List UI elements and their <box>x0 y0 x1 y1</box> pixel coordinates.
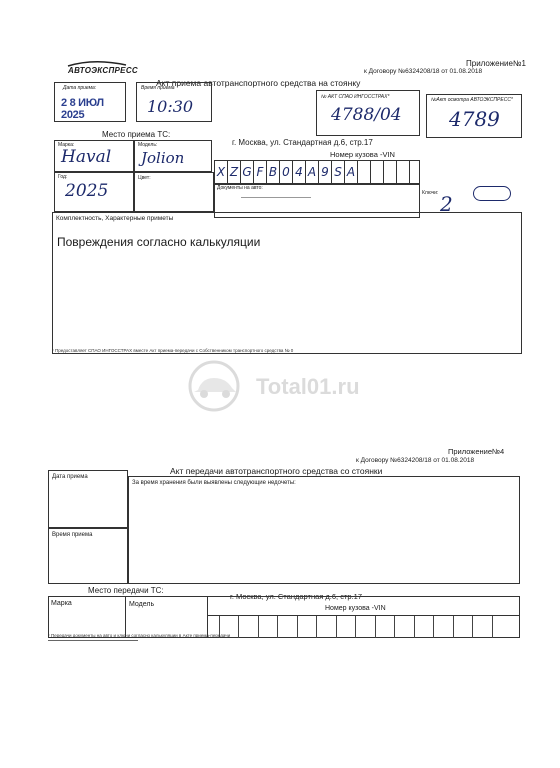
appendix-label: Приложение№1 <box>466 59 526 68</box>
act-number-label: № АКТ СПАО ИНГОССТРАХ* <box>321 94 390 100</box>
act-number-value: 4788/04 <box>331 105 402 125</box>
keys-label: Ключи: <box>422 190 439 196</box>
vin-cell: A <box>345 161 358 183</box>
vin-cell <box>500 616 513 638</box>
vin-cells <box>214 160 420 184</box>
vin-cell: 0 <box>280 161 293 183</box>
vin-cell <box>324 616 337 638</box>
inspection-number-field <box>426 94 522 138</box>
vin-cell: G <box>241 161 254 183</box>
vin-cell <box>246 616 259 638</box>
logo-text: АВТОЭКСПРЕСС <box>68 66 138 75</box>
bottom-time-label: Время приема <box>52 532 93 538</box>
color-field <box>134 172 214 212</box>
top-form-title: Акт приема автотранспортного средства на стоянку <box>156 78 361 88</box>
vin-cell: B <box>267 161 280 183</box>
appendix-label-bottom: Приложение№4 <box>448 447 505 456</box>
inspection-number-label: №Акт осмотра АВТОЭКСПРЕСС* <box>431 97 513 103</box>
contract-reference-bottom: к Договору №6324208/18 от 01.08.2018 <box>356 457 475 464</box>
defects-area <box>128 476 520 584</box>
vin-cell <box>371 161 384 183</box>
vin-cell: 4 <box>293 161 306 183</box>
date-stamp: 2 8 ИЮЛ 2025 <box>61 97 104 121</box>
bottom-time-field <box>48 528 128 584</box>
vin-cell <box>461 616 474 638</box>
bottom-vin-label: Номер кузова -VIN <box>325 605 386 612</box>
vin-cell <box>402 616 415 638</box>
time-value: 10:30 <box>147 97 194 116</box>
vin-cell <box>410 161 423 183</box>
bottom-brand-label: Марка <box>51 600 72 607</box>
place-address: г. Москва, ул. Стандартная д.6, стр.17 <box>232 138 373 147</box>
bottom-place-label: Место передачи ТС: <box>88 586 164 595</box>
inspection-number-value: 4789 <box>449 107 500 131</box>
autoexpress-logo <box>64 60 138 78</box>
vin-cell: X <box>215 161 228 183</box>
documents-line <box>241 197 311 198</box>
model-value: Jolion <box>141 149 185 167</box>
vin-cell <box>397 161 410 183</box>
vin-cell <box>305 616 318 638</box>
vin-cell <box>363 616 376 638</box>
bottom-form-title: Акт передачи автотранспортного средства со стоянки <box>170 466 383 476</box>
vin-cell <box>358 161 371 183</box>
vin-cell: Z <box>228 161 241 183</box>
completeness-label: Комплектность, Характерные приметы <box>56 215 174 222</box>
car-icon <box>184 358 254 414</box>
vin-cell <box>285 616 298 638</box>
bottom-footnote: * Передачи документы на авто и ключи согласно калькуляции в Акте приема-передачи <box>48 633 231 638</box>
brand-label: Марка: <box>58 142 75 148</box>
vin-cell: S <box>332 161 345 183</box>
brand-field <box>54 140 134 172</box>
bottom-vin-cells <box>207 615 519 638</box>
vin-cell: F <box>254 161 267 183</box>
vin-cell <box>441 616 454 638</box>
watermark-text: Total01.ru <box>256 374 360 399</box>
brand-value: Haval <box>61 147 112 167</box>
date-field <box>54 82 126 122</box>
keys-oval-mark <box>473 186 511 201</box>
damage-note: Повреждения согласно калькуляции <box>57 235 261 249</box>
defects-label: За время хранения были выявлены следующие недочеты: <box>132 480 296 486</box>
bottom-signature-line <box>48 640 138 641</box>
bottom-date-label: Дата приема <box>52 474 88 480</box>
year-field <box>54 172 134 212</box>
bottom-brand-divider <box>125 597 126 637</box>
vin-cell <box>422 616 435 638</box>
top-footnote: * Предоставляет СПАО ИНГОССТРАХ вместе Акт приема-передачи с Собственником транспортного средства № 0 <box>52 348 294 353</box>
bottom-model-label: Модель <box>129 601 155 608</box>
vin-cell <box>344 616 357 638</box>
color-label: Цвет: <box>138 175 151 181</box>
model-field <box>134 140 212 172</box>
vin-cell <box>266 616 279 638</box>
vin-cell <box>480 616 493 638</box>
vin-cell: A <box>306 161 319 183</box>
year-value: 2025 <box>65 181 109 201</box>
completeness-area <box>52 212 522 354</box>
time-label: Время приема <box>141 85 175 91</box>
vin-label: Номер кузова -VIN <box>330 150 395 159</box>
time-field <box>136 82 212 122</box>
place-label: Место приема ТС: <box>102 130 171 139</box>
watermark <box>184 358 384 414</box>
vin-cell <box>383 616 396 638</box>
bottom-place-address: г. Москва, ул. Стандартная д.6, стр.17 <box>230 592 362 601</box>
documents-label: Документы на авто: <box>217 185 263 191</box>
bottom-date-field <box>48 470 128 528</box>
contract-reference: к Договору №6324208/18 от 01.08.2018 <box>364 68 483 75</box>
act-number-field <box>316 90 420 136</box>
bottom-vehicle-row <box>48 596 520 638</box>
keys-value: 2 <box>440 192 453 216</box>
model-label: Модель: <box>138 142 158 148</box>
vin-cell: 9 <box>319 161 332 183</box>
date-label: Дата приема: <box>63 85 97 91</box>
vin-cell <box>384 161 397 183</box>
year-label: Год: <box>58 174 68 180</box>
